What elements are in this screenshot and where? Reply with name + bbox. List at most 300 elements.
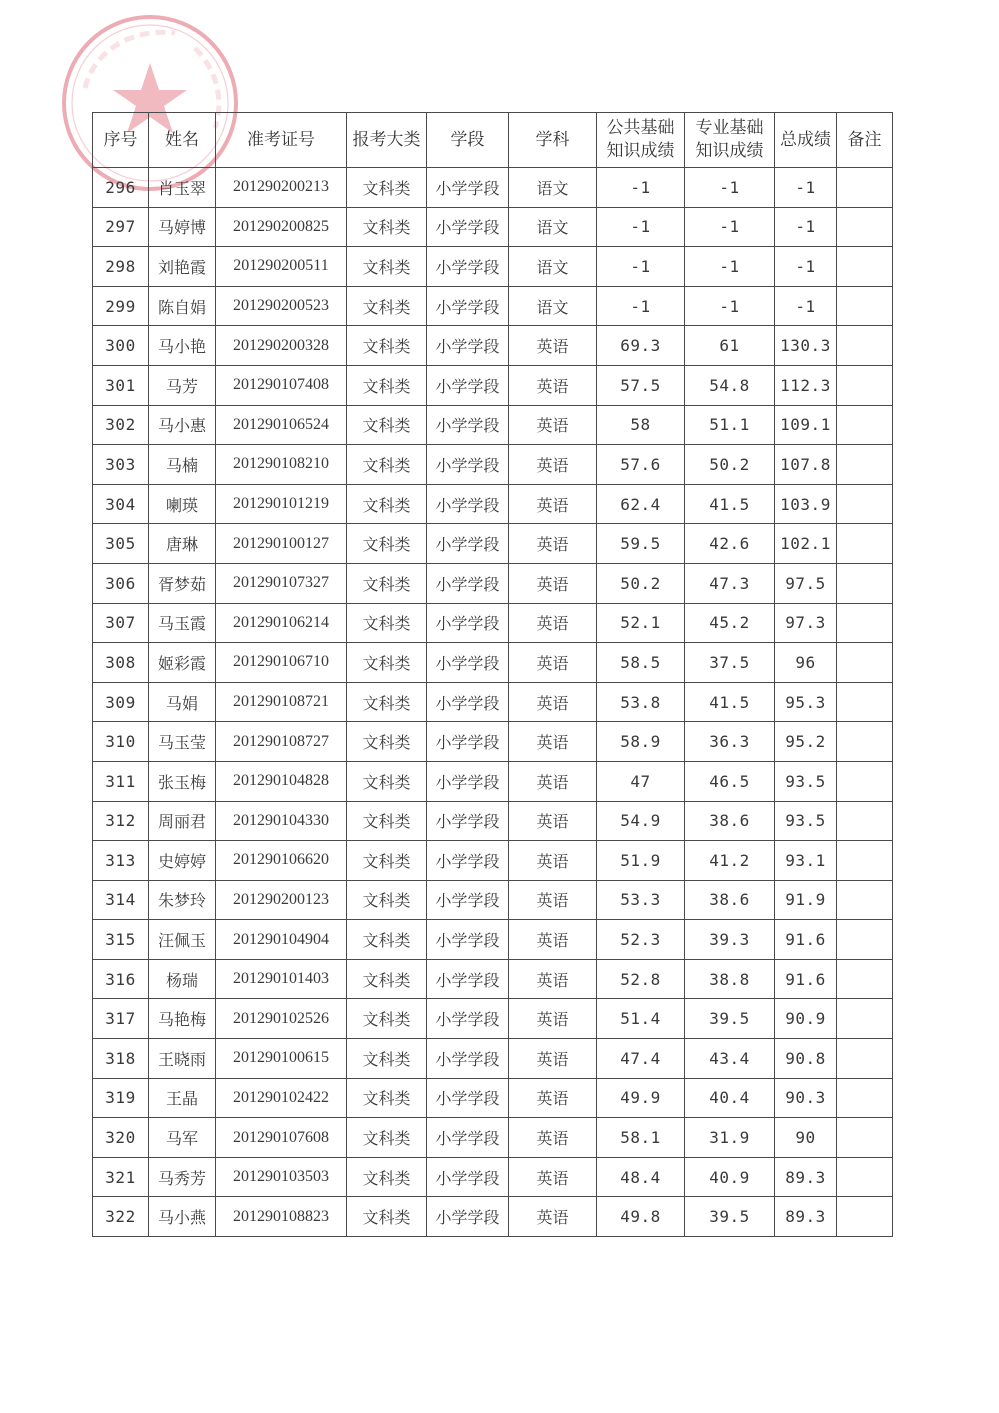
total-score-cell: 112.3 xyxy=(775,365,837,405)
pro-score-cell: 61 xyxy=(685,326,775,366)
remark-cell xyxy=(837,761,893,801)
table-row xyxy=(93,959,893,999)
total-score-cell: 91.6 xyxy=(775,920,837,960)
pro-score-cell: 39.5 xyxy=(685,1197,775,1237)
subject-cell: 英语 xyxy=(509,524,597,564)
public-score-cell: 52.3 xyxy=(597,920,685,960)
seq-cell: 301 xyxy=(93,365,149,405)
subject-cell: 英语 xyxy=(509,801,597,841)
stage-cell: 小学学段 xyxy=(427,365,509,405)
pro-score-cell: 43.4 xyxy=(685,1039,775,1079)
pro-score-cell: 38.6 xyxy=(685,880,775,920)
name-cell: 马秀芳 xyxy=(149,1157,216,1197)
remark-cell xyxy=(837,1078,893,1118)
pro-score-cell: -1 xyxy=(685,207,775,247)
name-cell: 刘艳霞 xyxy=(149,247,216,287)
table-row xyxy=(93,643,893,683)
seq-cell: 308 xyxy=(93,643,149,683)
name-cell: 周丽君 xyxy=(149,801,216,841)
name-cell: 胥梦茹 xyxy=(149,563,216,603)
category-cell: 文科类 xyxy=(347,207,427,247)
pro-score-cell: 39.5 xyxy=(685,999,775,1039)
ticket-cell: 201290108727 xyxy=(216,722,347,762)
subject-cell: 英语 xyxy=(509,841,597,881)
seq-cell: 316 xyxy=(93,959,149,999)
ticket-cell: 201290200328 xyxy=(216,326,347,366)
seq-cell: 296 xyxy=(93,168,149,208)
stage-cell: 小学学段 xyxy=(427,920,509,960)
table-row xyxy=(93,761,893,801)
seq-cell: 315 xyxy=(93,920,149,960)
public-score-cell: -1 xyxy=(597,207,685,247)
public-score-cell: 59.5 xyxy=(597,524,685,564)
remark-cell xyxy=(837,841,893,881)
table-row xyxy=(93,484,893,524)
seq-cell: 297 xyxy=(93,207,149,247)
name-cell: 马小燕 xyxy=(149,1197,216,1237)
table-row xyxy=(93,1197,893,1237)
remark-cell xyxy=(837,682,893,722)
ticket-cell: 201290102526 xyxy=(216,999,347,1039)
ticket-cell: 201290100615 xyxy=(216,1039,347,1079)
pro-score-cell: -1 xyxy=(685,168,775,208)
stage-cell: 小学学段 xyxy=(427,1118,509,1158)
subject-cell: 英语 xyxy=(509,603,597,643)
subject-cell: 英语 xyxy=(509,405,597,445)
category-cell: 文科类 xyxy=(347,405,427,445)
public-score-cell: 49.8 xyxy=(597,1197,685,1237)
table-row xyxy=(93,1118,893,1158)
table-row xyxy=(93,326,893,366)
stage-cell: 小学学段 xyxy=(427,524,509,564)
table-row xyxy=(93,920,893,960)
seq-cell: 317 xyxy=(93,999,149,1039)
pro-score-cell: 36.3 xyxy=(685,722,775,762)
subject-cell: 英语 xyxy=(509,365,597,405)
total-score-cell: 93.5 xyxy=(775,801,837,841)
total-score-cell: 90.9 xyxy=(775,999,837,1039)
seq-cell: 318 xyxy=(93,1039,149,1079)
total-score-cell: 107.8 xyxy=(775,445,837,485)
table-row xyxy=(93,405,893,445)
remark-cell xyxy=(837,643,893,683)
header-public-score-line2: 知识成绩 xyxy=(606,141,675,161)
total-score-cell: 90.3 xyxy=(775,1078,837,1118)
name-cell: 王晓雨 xyxy=(149,1039,216,1079)
pro-score-cell: 54.8 xyxy=(685,365,775,405)
total-score-cell: -1 xyxy=(775,207,837,247)
ticket-cell: 201290108210 xyxy=(216,445,347,485)
total-score-cell: 93.5 xyxy=(775,761,837,801)
category-cell: 文科类 xyxy=(347,841,427,881)
remark-cell xyxy=(837,484,893,524)
seq-cell: 312 xyxy=(93,801,149,841)
name-cell: 马芳 xyxy=(149,365,216,405)
remark-cell xyxy=(837,168,893,208)
remark-cell xyxy=(837,405,893,445)
category-cell: 文科类 xyxy=(347,247,427,287)
pro-score-cell: 40.9 xyxy=(685,1157,775,1197)
total-score-cell: -1 xyxy=(775,247,837,287)
subject-cell: 英语 xyxy=(509,1118,597,1158)
pro-score-cell: -1 xyxy=(685,286,775,326)
table-row xyxy=(93,1078,893,1118)
ticket-cell: 201290103503 xyxy=(216,1157,347,1197)
stage-cell: 小学学段 xyxy=(427,247,509,287)
table-row xyxy=(93,801,893,841)
subject-cell: 英语 xyxy=(509,999,597,1039)
seq-cell: 299 xyxy=(93,286,149,326)
pro-score-cell: 37.5 xyxy=(685,643,775,683)
total-score-cell: -1 xyxy=(775,286,837,326)
total-score-cell: 95.2 xyxy=(775,722,837,762)
name-cell: 姬彩霞 xyxy=(149,643,216,683)
remark-cell xyxy=(837,286,893,326)
pro-score-cell: 38.8 xyxy=(685,959,775,999)
public-score-cell: -1 xyxy=(597,168,685,208)
total-score-cell: 95.3 xyxy=(775,682,837,722)
name-cell: 史婷婷 xyxy=(149,841,216,881)
public-score-cell: -1 xyxy=(597,247,685,287)
category-cell: 文科类 xyxy=(347,1039,427,1079)
remark-cell xyxy=(837,1157,893,1197)
category-cell: 文科类 xyxy=(347,563,427,603)
category-cell: 文科类 xyxy=(347,1078,427,1118)
header-row xyxy=(93,113,893,168)
remark-cell xyxy=(837,563,893,603)
name-cell: 马小艳 xyxy=(149,326,216,366)
seq-cell: 302 xyxy=(93,405,149,445)
header-ticket: 准考证号 xyxy=(216,113,347,168)
category-cell: 文科类 xyxy=(347,286,427,326)
name-cell: 马婷博 xyxy=(149,207,216,247)
seq-cell: 311 xyxy=(93,761,149,801)
category-cell: 文科类 xyxy=(347,761,427,801)
ticket-cell: 201290101219 xyxy=(216,484,347,524)
seq-cell: 322 xyxy=(93,1197,149,1237)
stage-cell: 小学学段 xyxy=(427,880,509,920)
public-score-cell: 52.1 xyxy=(597,603,685,643)
table-row xyxy=(93,1157,893,1197)
ticket-cell: 201290108721 xyxy=(216,682,347,722)
stage-cell: 小学学段 xyxy=(427,999,509,1039)
total-score-cell: 96 xyxy=(775,643,837,683)
public-score-cell: 58.1 xyxy=(597,1118,685,1158)
name-cell: 马小惠 xyxy=(149,405,216,445)
remark-cell xyxy=(837,722,893,762)
remark-cell xyxy=(837,603,893,643)
category-cell: 文科类 xyxy=(347,484,427,524)
public-score-cell: 62.4 xyxy=(597,484,685,524)
pro-score-cell: 39.3 xyxy=(685,920,775,960)
header-public-score xyxy=(597,113,685,168)
subject-cell: 英语 xyxy=(509,880,597,920)
total-score-cell: 89.3 xyxy=(775,1197,837,1237)
seq-cell: 314 xyxy=(93,880,149,920)
name-cell: 王晶 xyxy=(149,1078,216,1118)
category-cell: 文科类 xyxy=(347,880,427,920)
ticket-cell: 201290104904 xyxy=(216,920,347,960)
seq-cell: 300 xyxy=(93,326,149,366)
seq-cell: 320 xyxy=(93,1118,149,1158)
subject-cell: 英语 xyxy=(509,326,597,366)
subject-cell: 英语 xyxy=(509,722,597,762)
remark-cell xyxy=(837,1118,893,1158)
table-row xyxy=(93,524,893,564)
public-score-cell: 54.9 xyxy=(597,801,685,841)
total-score-cell: 97.5 xyxy=(775,563,837,603)
name-cell: 张玉梅 xyxy=(149,761,216,801)
stage-cell: 小学学段 xyxy=(427,603,509,643)
subject-cell: 英语 xyxy=(509,1157,597,1197)
table-row xyxy=(93,365,893,405)
category-cell: 文科类 xyxy=(347,1157,427,1197)
total-score-cell: -1 xyxy=(775,168,837,208)
header-name: 姓名 xyxy=(149,113,216,168)
table-row xyxy=(93,603,893,643)
remark-cell xyxy=(837,880,893,920)
pro-score-cell: 41.5 xyxy=(685,484,775,524)
ticket-cell: 201290104828 xyxy=(216,761,347,801)
stage-cell: 小学学段 xyxy=(427,563,509,603)
stage-cell: 小学学段 xyxy=(427,405,509,445)
remark-cell xyxy=(837,801,893,841)
seq-cell: 304 xyxy=(93,484,149,524)
table-row xyxy=(93,1039,893,1079)
header-category: 报考大类 xyxy=(347,113,427,168)
category-cell: 文科类 xyxy=(347,801,427,841)
stage-cell: 小学学段 xyxy=(427,841,509,881)
public-score-cell: 51.9 xyxy=(597,841,685,881)
ticket-cell: 201290104330 xyxy=(216,801,347,841)
stage-cell: 小学学段 xyxy=(427,1197,509,1237)
header-pro-score-line2: 知识成绩 xyxy=(695,141,764,161)
category-cell: 文科类 xyxy=(347,603,427,643)
name-cell: 喇瑛 xyxy=(149,484,216,524)
header-remark: 备注 xyxy=(837,113,893,168)
stage-cell: 小学学段 xyxy=(427,326,509,366)
ticket-cell: 201290200511 xyxy=(216,247,347,287)
subject-cell: 语文 xyxy=(509,247,597,287)
subject-cell: 英语 xyxy=(509,484,597,524)
total-score-cell: 90 xyxy=(775,1118,837,1158)
category-cell: 文科类 xyxy=(347,959,427,999)
remark-cell xyxy=(837,959,893,999)
seq-cell: 313 xyxy=(93,841,149,881)
seq-cell: 309 xyxy=(93,682,149,722)
public-score-cell: 57.5 xyxy=(597,365,685,405)
subject-cell: 英语 xyxy=(509,1039,597,1079)
table-row xyxy=(93,247,893,287)
subject-cell: 英语 xyxy=(509,445,597,485)
name-cell: 马玉霞 xyxy=(149,603,216,643)
stage-cell: 小学学段 xyxy=(427,286,509,326)
stage-cell: 小学学段 xyxy=(427,484,509,524)
subject-cell: 语文 xyxy=(509,286,597,326)
ticket-cell: 201290107608 xyxy=(216,1118,347,1158)
table-row xyxy=(93,999,893,1039)
stage-cell: 小学学段 xyxy=(427,682,509,722)
stage-cell: 小学学段 xyxy=(427,1039,509,1079)
pro-score-cell: 31.9 xyxy=(685,1118,775,1158)
public-score-cell: 58.9 xyxy=(597,722,685,762)
table-row xyxy=(93,207,893,247)
stage-cell: 小学学段 xyxy=(427,643,509,683)
pro-score-cell: 46.5 xyxy=(685,761,775,801)
remark-cell xyxy=(837,1197,893,1237)
remark-cell xyxy=(837,207,893,247)
stage-cell: 小学学段 xyxy=(427,207,509,247)
subject-cell: 英语 xyxy=(509,643,597,683)
seq-cell: 321 xyxy=(93,1157,149,1197)
subject-cell: 英语 xyxy=(509,920,597,960)
total-score-cell: 130.3 xyxy=(775,326,837,366)
pro-score-cell: 41.2 xyxy=(685,841,775,881)
header-total: 总成绩 xyxy=(775,113,837,168)
total-score-cell: 97.3 xyxy=(775,603,837,643)
subject-cell: 英语 xyxy=(509,563,597,603)
ticket-cell: 201290200523 xyxy=(216,286,347,326)
subject-cell: 英语 xyxy=(509,1197,597,1237)
name-cell: 马玉莹 xyxy=(149,722,216,762)
category-cell: 文科类 xyxy=(347,445,427,485)
stage-cell: 小学学段 xyxy=(427,761,509,801)
table-row xyxy=(93,722,893,762)
public-score-cell: 51.4 xyxy=(597,999,685,1039)
ticket-cell: 201290100127 xyxy=(216,524,347,564)
subject-cell: 语文 xyxy=(509,168,597,208)
stage-cell: 小学学段 xyxy=(427,168,509,208)
category-cell: 文科类 xyxy=(347,1118,427,1158)
pro-score-cell: 51.1 xyxy=(685,405,775,445)
ticket-cell: 201290200213 xyxy=(216,168,347,208)
public-score-cell: 47.4 xyxy=(597,1039,685,1079)
table-row xyxy=(93,563,893,603)
category-cell: 文科类 xyxy=(347,1197,427,1237)
total-score-cell: 93.1 xyxy=(775,841,837,881)
public-score-cell: 58 xyxy=(597,405,685,445)
subject-cell: 语文 xyxy=(509,207,597,247)
public-score-cell: 53.8 xyxy=(597,682,685,722)
name-cell: 马娟 xyxy=(149,682,216,722)
category-cell: 文科类 xyxy=(347,643,427,683)
category-cell: 文科类 xyxy=(347,722,427,762)
name-cell: 杨瑞 xyxy=(149,959,216,999)
category-cell: 文科类 xyxy=(347,326,427,366)
pro-score-cell: 47.3 xyxy=(685,563,775,603)
table-row xyxy=(93,880,893,920)
header-subject: 学科 xyxy=(509,113,597,168)
ticket-cell: 201290107327 xyxy=(216,563,347,603)
table-row xyxy=(93,841,893,881)
stage-cell: 小学学段 xyxy=(427,445,509,485)
public-score-cell: 50.2 xyxy=(597,563,685,603)
ticket-cell: 201290200825 xyxy=(216,207,347,247)
category-cell: 文科类 xyxy=(347,682,427,722)
remark-cell xyxy=(837,365,893,405)
ticket-cell: 201290200123 xyxy=(216,880,347,920)
public-score-cell: 57.6 xyxy=(597,445,685,485)
name-cell: 陈自娟 xyxy=(149,286,216,326)
public-score-cell: 52.8 xyxy=(597,959,685,999)
public-score-cell: 53.3 xyxy=(597,880,685,920)
stage-cell: 小学学段 xyxy=(427,1157,509,1197)
public-score-cell: 49.9 xyxy=(597,1078,685,1118)
pro-score-cell: 42.6 xyxy=(685,524,775,564)
score-table xyxy=(92,112,893,1237)
subject-cell: 英语 xyxy=(509,959,597,999)
category-cell: 文科类 xyxy=(347,999,427,1039)
seq-cell: 310 xyxy=(93,722,149,762)
seq-cell: 307 xyxy=(93,603,149,643)
ticket-cell: 201290106620 xyxy=(216,841,347,881)
subject-cell: 英语 xyxy=(509,1078,597,1118)
name-cell: 马楠 xyxy=(149,445,216,485)
name-cell: 马艳梅 xyxy=(149,999,216,1039)
remark-cell xyxy=(837,999,893,1039)
public-score-cell: 69.3 xyxy=(597,326,685,366)
public-score-cell: -1 xyxy=(597,286,685,326)
remark-cell xyxy=(837,920,893,960)
ticket-cell: 201290106710 xyxy=(216,643,347,683)
table-row xyxy=(93,286,893,326)
remark-cell xyxy=(837,445,893,485)
ticket-cell: 201290106524 xyxy=(216,405,347,445)
remark-cell xyxy=(837,1039,893,1079)
table-row xyxy=(93,168,893,208)
header-pro-score xyxy=(685,113,775,168)
pro-score-cell: 38.6 xyxy=(685,801,775,841)
name-cell: 朱梦玲 xyxy=(149,880,216,920)
seq-cell: 298 xyxy=(93,247,149,287)
ticket-cell: 201290102422 xyxy=(216,1078,347,1118)
public-score-cell: 58.5 xyxy=(597,643,685,683)
seq-cell: 303 xyxy=(93,445,149,485)
total-score-cell: 91.6 xyxy=(775,959,837,999)
seq-cell: 319 xyxy=(93,1078,149,1118)
stage-cell: 小学学段 xyxy=(427,1078,509,1118)
stage-cell: 小学学段 xyxy=(427,801,509,841)
public-score-cell: 47 xyxy=(597,761,685,801)
total-score-cell: 103.9 xyxy=(775,484,837,524)
total-score-cell: 89.3 xyxy=(775,1157,837,1197)
total-score-cell: 109.1 xyxy=(775,405,837,445)
category-cell: 文科类 xyxy=(347,920,427,960)
total-score-cell: 90.8 xyxy=(775,1039,837,1079)
pro-score-cell: 45.2 xyxy=(685,603,775,643)
pro-score-cell: 50.2 xyxy=(685,445,775,485)
header-public-score-line1: 公共基础 xyxy=(606,118,675,138)
total-score-cell: 102.1 xyxy=(775,524,837,564)
remark-cell xyxy=(837,524,893,564)
public-score-cell: 48.4 xyxy=(597,1157,685,1197)
pro-score-cell: 40.4 xyxy=(685,1078,775,1118)
header-stage: 学段 xyxy=(427,113,509,168)
seq-cell: 305 xyxy=(93,524,149,564)
ticket-cell: 201290101403 xyxy=(216,959,347,999)
remark-cell xyxy=(837,326,893,366)
remark-cell xyxy=(837,247,893,287)
header-pro-score-line1: 专业基础 xyxy=(695,118,764,138)
name-cell: 肖玉翠 xyxy=(149,168,216,208)
seq-cell: 306 xyxy=(93,563,149,603)
category-cell: 文科类 xyxy=(347,365,427,405)
pro-score-cell: -1 xyxy=(685,247,775,287)
table-row xyxy=(93,682,893,722)
pro-score-cell: 41.5 xyxy=(685,682,775,722)
subject-cell: 英语 xyxy=(509,761,597,801)
header-seq: 序号 xyxy=(93,113,149,168)
